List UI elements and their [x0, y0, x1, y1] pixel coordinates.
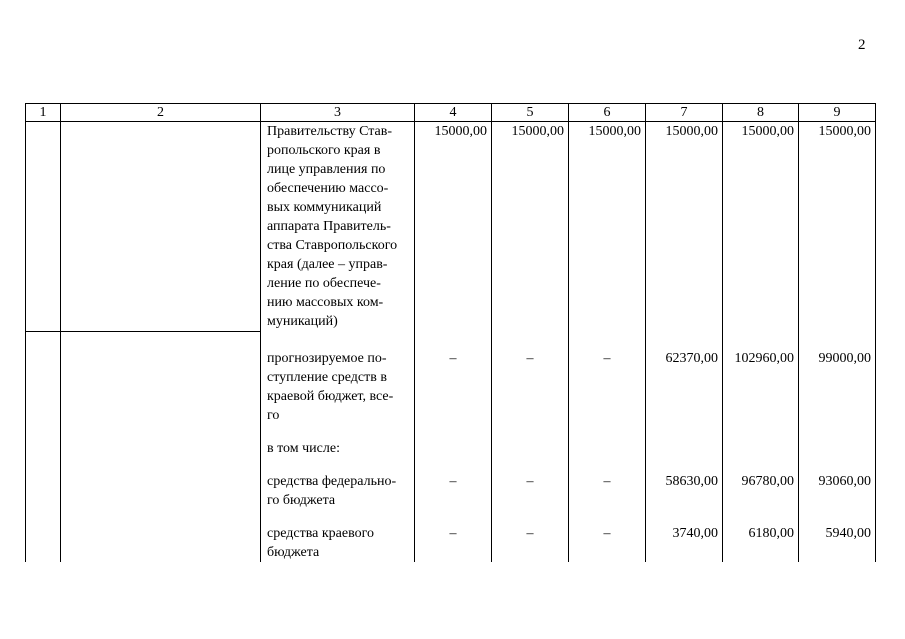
column-header-6: 6: [569, 104, 646, 122]
value-cell: 6180,00: [748, 526, 794, 541]
dash-cell: –: [449, 351, 457, 366]
value-cell: 96780,00: [741, 474, 794, 489]
value-cell: 15000,00: [588, 124, 641, 139]
column-header-2: 2: [61, 104, 261, 122]
column-number-row: [26, 104, 876, 122]
value-cell: 58630,00: [665, 474, 718, 489]
column-header-7: 7: [646, 104, 723, 122]
column-header-3: 3: [261, 104, 415, 122]
value-cell: 15000,00: [434, 124, 487, 139]
value-cell: 62370,00: [665, 351, 718, 366]
column-header-1: 1: [26, 104, 61, 122]
value-cell: 15000,00: [665, 124, 718, 139]
value-cell: 15000,00: [511, 124, 564, 139]
value-cell: 15000,00: [818, 124, 871, 139]
dash-cell: –: [603, 474, 611, 489]
dash-cell: –: [526, 526, 534, 541]
table-row: [26, 510, 876, 562]
value-cell: 5940,00: [825, 526, 871, 541]
column-header-9: 9: [799, 104, 876, 122]
table-row: [26, 122, 876, 332]
column-header-8: 8: [723, 104, 799, 122]
table-row: [26, 425, 876, 458]
dash-cell: –: [526, 474, 534, 489]
table-row: [26, 458, 876, 510]
row-description: в том числе:: [267, 441, 340, 456]
dash-cell: –: [603, 526, 611, 541]
page-number: 2: [858, 37, 866, 53]
value-cell: 3740,00: [672, 526, 718, 541]
value-cell: 102960,00: [734, 351, 794, 366]
row-description: прогнозируемое по- ступление средств в краевой бюджет, все- го: [267, 351, 394, 423]
column-header-4: 4: [415, 104, 492, 122]
row-description: средства краевого бюджета: [267, 526, 374, 560]
table-row: [26, 331, 876, 425]
dash-cell: –: [449, 474, 457, 489]
row-description: Правительству Став- ропольского края в лице управления по обеспечению массо- вых коммуникаций аппарата Правитель- ства Ставропольского края (далее – управ- ление по обеспече- нию массовых ком- муникаций): [267, 124, 398, 329]
value-cell: 93060,00: [818, 474, 871, 489]
dash-cell: –: [603, 351, 611, 366]
value-cell: 15000,00: [741, 124, 794, 139]
column-header-5: 5: [492, 104, 569, 122]
dash-cell: –: [526, 351, 534, 366]
budget-table: [25, 103, 876, 562]
dash-cell: –: [449, 526, 457, 541]
row-description: средства федерально- го бюджета: [267, 474, 397, 508]
value-cell: 99000,00: [818, 351, 871, 366]
